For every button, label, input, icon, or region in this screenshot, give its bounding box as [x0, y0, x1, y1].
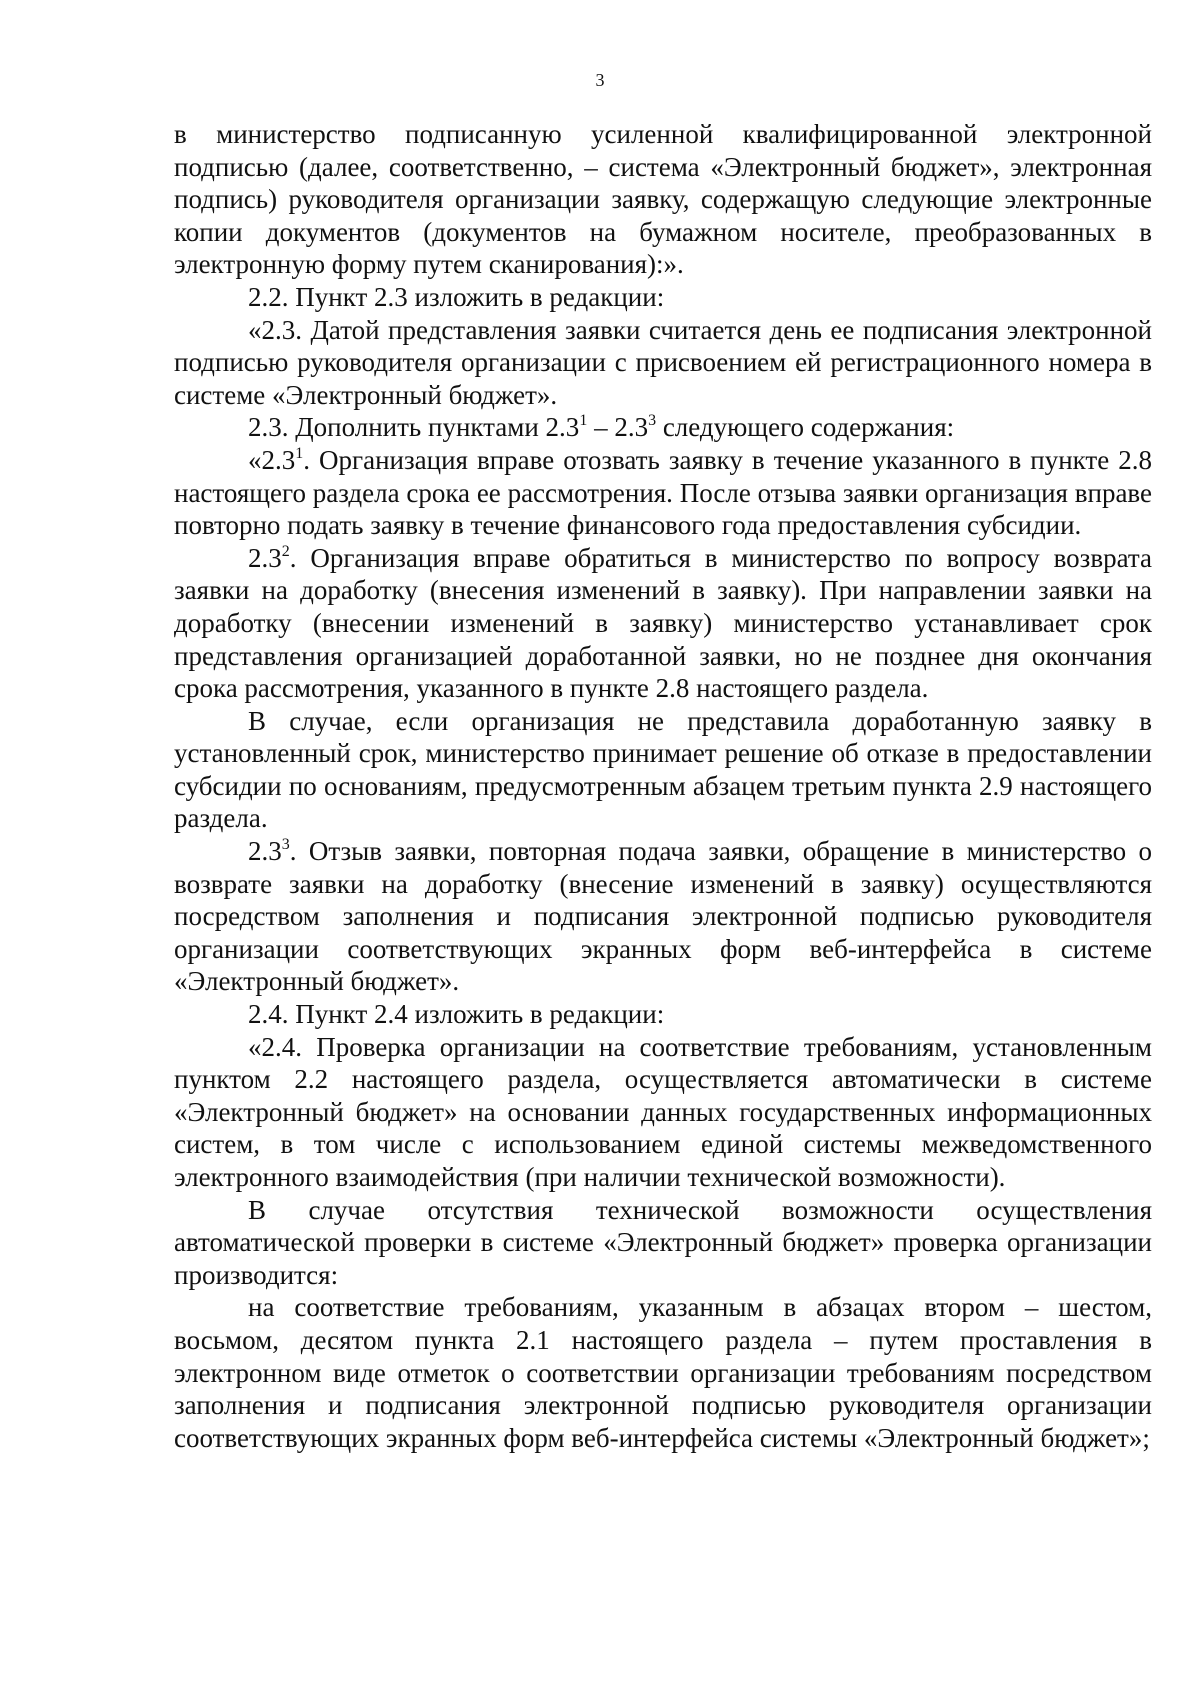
- paragraph-8-superscript: 3: [281, 836, 290, 854]
- paragraph-8-part-2: . Отзыв заявки, повторная подача заявки, обращение в министерство о возврате заявки на доработку (внесение изменений в заявку) осуществляются посредством заполнения и подписания электронной подписью руководителя организации соответствующих экранных форм веб-интерфейса в системе «Электронный бюджет».: [174, 836, 1152, 997]
- document-body: [174, 118, 1152, 1454]
- page-number: 3: [595, 70, 605, 90]
- paragraph-5-superscript: 1: [295, 444, 304, 462]
- paragraph-4-part-2: – 2.3: [587, 412, 649, 443]
- paragraph-1: в министерство подписанную усиленной квалифицированной электронной подписью (далее, соответственно, – система «Электронный бюджет», электронная подпись) руководителя организации заявку, содержащую следующие электронные копии документов (документов на бумажном носителе, преобразованных в электронную форму путем сканирования):».: [174, 119, 1152, 280]
- paragraph-2: 2.2. Пункт 2.3 изложить в редакции:: [248, 281, 665, 312]
- paragraph-6: [174, 542, 1152, 705]
- paragraph-3: «2.3. Датой представления заявки считается день ее подписания электронной подписью руководителя организации с присвоением ей регистрационного номера в системе «Электронный бюджет».: [174, 314, 1152, 410]
- paragraph-4-part-1: 2.3. Дополнить пунктами 2.3: [248, 412, 580, 443]
- paragraph-10: «2.4. Проверка организации на соответствие требованиям, установленным пунктом 2.2 настоящего раздела, осуществляется автоматически в системе «Электронный бюджет» на основании данных государственных информационных систем, в том числе с использованием единой системы межведомственного электронного взаимодействия (при наличии технической возможности).: [174, 1031, 1152, 1192]
- paragraph-8-part-1: 2.3: [248, 836, 282, 867]
- paragraph-6-part-2: . Организация вправе обратиться в министерство по вопросу возврата заявки на доработку (внесения изменений в заявку). При направлении заявки на доработку (внесении изменений в заявку) министерство устанавливает срок представления организацией доработанной заявки, но не позднее дня окончания срока рассмотрения, указанного в пункте 2.8 настоящего раздела.: [174, 542, 1152, 704]
- paragraph-4-superscript-2: 3: [648, 412, 657, 430]
- paragraph-8: [174, 835, 1152, 998]
- paragraph-4-superscript-1: 1: [579, 412, 588, 430]
- paragraph-7: В случае, если организация не представила доработанную заявку в установленный срок, министерство принимает решение об отказе в предоставлении субсидии по основаниям, предусмотренным абзацем третьим пункта 2.9 настоящего раздела.: [174, 705, 1152, 834]
- paragraph-6-part-1: 2.3: [248, 542, 282, 573]
- paragraph-9: 2.4. Пункт 2.4 изложить в редакции:: [248, 999, 665, 1030]
- paragraph-5: [174, 444, 1152, 542]
- paragraph-4: [174, 411, 1152, 444]
- paragraph-12: на соответствие требованиям, указанным в абзацах втором – шестом, восьмом, десятом пункта 2.1 настоящего раздела – путем проставления в электронном виде отметок о соответствии организации требованиям посредством заполнения и подписания электронной подписью руководителя организации соответствующих экранных форм веб-интерфейса системы «Электронный бюджет»;: [174, 1292, 1152, 1453]
- paragraph-11: В случае отсутствия технической возможности осуществления автоматической проверки в системе «Электронный бюджет» проверка организации производится:: [174, 1194, 1152, 1290]
- paragraph-5-part-1: «2.3: [248, 444, 296, 475]
- paragraph-5-part-2: . Организация вправе отозвать заявку в течение указанного в пункте 2.8 настоящего раздела срока ее рассмотрения. После отзыва заявки организация вправе повторно подать заявку в течение финансового года предоставления субсидии.: [174, 444, 1152, 541]
- paragraph-6-superscript: 2: [281, 542, 290, 560]
- paragraph-4-part-3: следующего содержания:: [656, 412, 955, 443]
